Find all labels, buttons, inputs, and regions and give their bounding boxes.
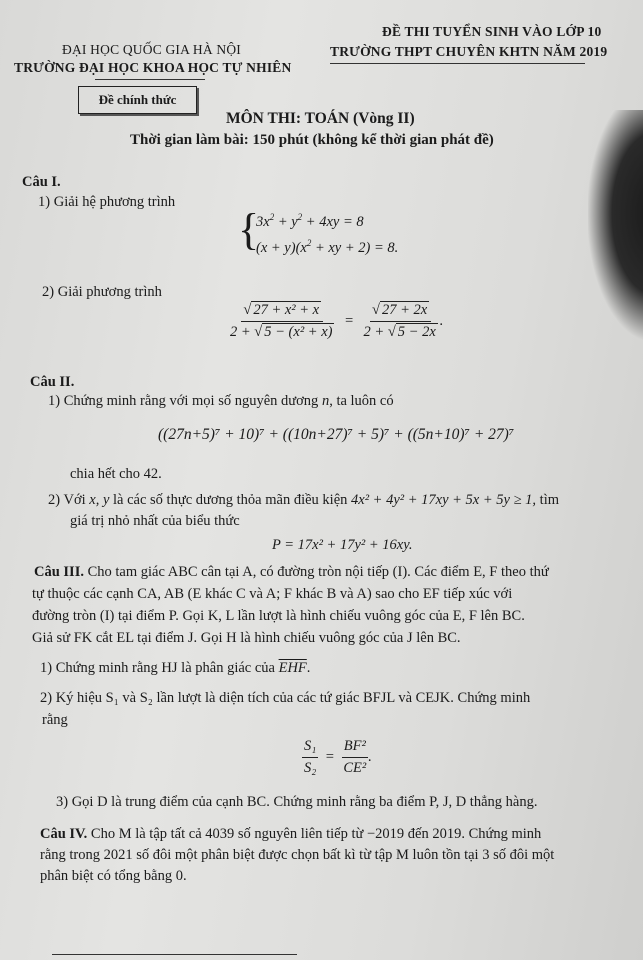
q1-part2-label: 2) [42, 284, 55, 300]
q2-part2-line1: 2) Với x, y là các số thực dương thỏa mãn điều kiện 4x² + 4y² + 17xy + 5x + 5y ≥ 1, tìm [48, 492, 560, 508]
q3-line4: Giả sử FK cắt EL tại điểm J. Gọi H là hình chiếu vuông góc của J lên BC. [32, 630, 461, 646]
q2-part1: 1) Chứng minh rằng với mọi số nguyên dương n, ta luôn có [48, 393, 394, 409]
header-underline-left [95, 79, 205, 80]
system-brace: { [238, 205, 260, 254]
q1-title: Câu I. [22, 174, 61, 190]
angle-ehf: $\overline{EHF}$ [278, 660, 307, 676]
q3-line1: Câu III. Cho tam giác ABC cân tại A, có đường tròn nội tiếp (I). Các điểm E, F theo thứ [34, 564, 549, 580]
system-eq1: $3x^2 + y^2 + 4xy = 8$ [256, 212, 364, 230]
q2-divisible-text: chia hết cho 42. [70, 466, 162, 482]
duration-text: Thời gian làm bài: 150 phút (không kể thời gian phát đề) [130, 132, 494, 148]
official-label: Đề chính thức [78, 86, 197, 114]
q4-line3: phân biệt có tổng bằng 0. [40, 868, 187, 884]
q2-part2-line2: giá trị nhỏ nhất của biểu thức [70, 513, 240, 529]
q1-part1-text: Giải hệ phương trình [53, 194, 176, 210]
header-underline-right [330, 63, 585, 64]
q3-ratio: $\frac{\text{S₁}}{\text{S₂}}$ = $\frac{\text{BF²}}{\text{CE²}}$ . [304, 738, 372, 776]
footer-line [52, 954, 297, 955]
q3-line3: đường tròn (I) tại điểm P. Gọi K, L lần lượt là hình chiếu vuông góc của E, F lên BC. [32, 608, 525, 624]
q1-equation: $\frac{\text{√ 27 + x² + x}}{\text{2 + √ 5 − (x² + x)}}$ = $\frac{√ 27 + 2x}{2 + √ 5 - 2x}$ . [230, 302, 444, 340]
equation-lhs: $\frac{\text{√ 27 + x² + x}}{\text{2 + √ 5 − (x² + x)}}$ [230, 302, 333, 340]
q1-part1-label: 1) [38, 194, 51, 210]
q2-p-expression: P = 17x² + 17y² + 16xy. [272, 537, 413, 553]
q3-part2-line1: 2) Ký hiệu S₁ và S₂ lần lượt là diện tích của các tứ giác BFJL và CEJK. Chứng minh [40, 690, 531, 706]
faculty-name: TRƯỜNG ĐẠI HỌC KHOA HỌC TỰ NHIÊN [14, 60, 292, 75]
system-eq2: $(x + y)(x^2$ + xy + 2) = 8. [256, 238, 399, 256]
q1-part2 [42, 284, 162, 301]
q4-line1: Câu IV. Cho M là tập tất cả 4039 số nguyên liên tiếp từ −2019 đến 2019. Chứng minh [40, 826, 542, 842]
q2-title: Câu II. [30, 374, 75, 390]
q3-part3: 3) Gọi D là trung điểm của cạnh BC. Chứng minh rằng ba điểm P, J, D thẳng hàng. [56, 794, 538, 810]
school-name: TRƯỜNG THPT CHUYÊN KHTN NĂM 2019 [330, 44, 608, 59]
q3-part2-line2: rằng [42, 712, 68, 728]
subject-title: MÔN THI: TOÁN (Vòng II) [226, 110, 415, 127]
q3-line2: tự thuộc các cạnh CA, AB (E khác C và A; F khác B và A) sao cho EF tiếp xúc với [32, 586, 513, 602]
q1-part2-text: Giải phương trình [57, 284, 162, 300]
q1-part1 [38, 194, 175, 211]
hand-shadow [588, 110, 643, 340]
q2-expression: ((27n+5)⁷ + 10)⁷ + ((10n+27)⁷ + 5)⁷ + ((5n+10)⁷ + 27)⁷ [158, 426, 515, 443]
equation-rhs: $\frac{√ 27 + 2x}{2 + √ 5 - 2x}$ [363, 302, 436, 340]
exam-title: ĐỀ THI TUYỂN SINH VÀO LỚP 10 [382, 24, 602, 39]
university-name: ĐẠI HỌC QUỐC GIA HÀ NỘI [62, 42, 241, 57]
q4-line2: rằng trong 2021 số đôi một phân biệt được chọn bất kì từ tập M luôn tồn tại 3 số đôi một [40, 847, 555, 863]
q3-part1: 1) Chứng minh rằng HJ là phân giác của $\overline{EHF}$. [40, 660, 311, 676]
